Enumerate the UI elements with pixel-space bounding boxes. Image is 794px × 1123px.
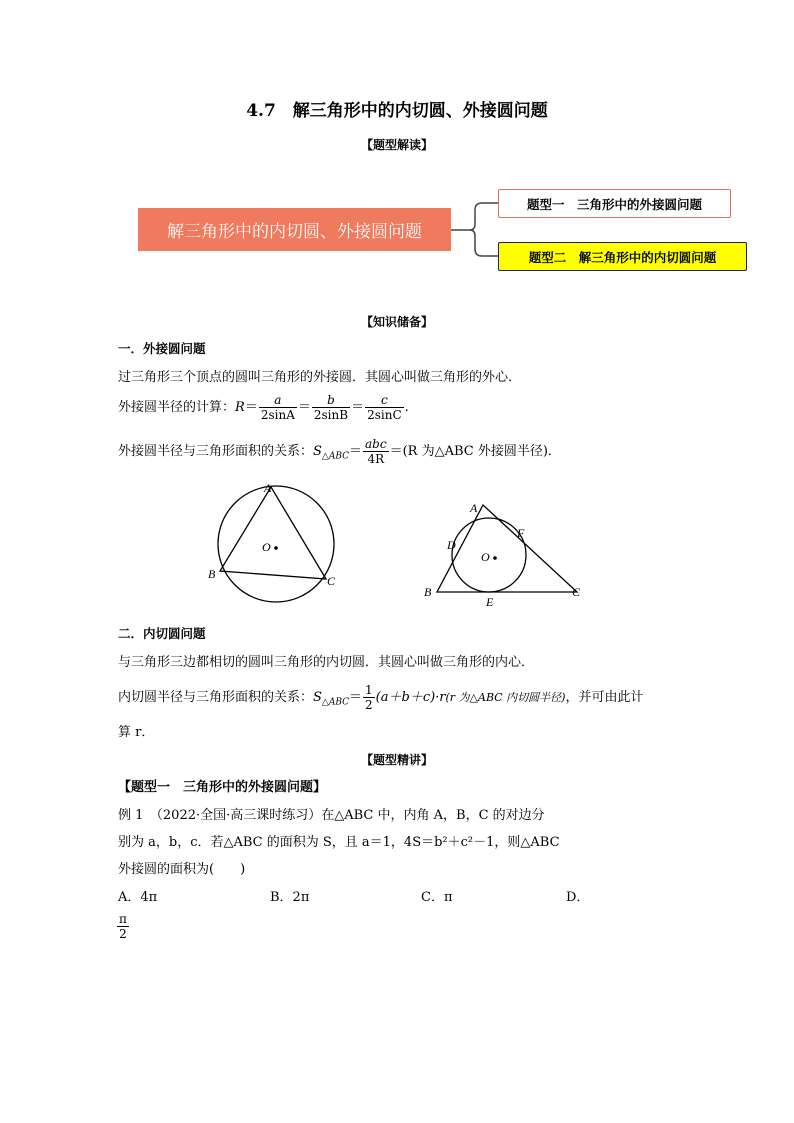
frac-num: b (312, 393, 350, 408)
S-symbol: S (313, 444, 322, 459)
inradius-relation (118, 683, 643, 712)
label-A: A (470, 501, 478, 515)
label-E: E (486, 595, 494, 609)
connector-branch1 (451, 203, 498, 230)
S-subscript: △ABC (321, 451, 350, 462)
mindmap-main-node: 解三角形中的内切圆、外接圆问题 (138, 208, 451, 251)
area-relation (118, 437, 561, 466)
frac-num: c (365, 393, 404, 408)
frac-den: 2 (119, 927, 127, 941)
triangle-ABC (220, 487, 326, 579)
label-A: A (264, 481, 272, 495)
fraction-abc-4R (363, 437, 389, 466)
figure-circumcircle (200, 478, 360, 618)
tag-interpret: 【题型解读】 (360, 138, 433, 152)
frac-den: 2sinC (367, 408, 402, 422)
label-O: O (481, 550, 490, 564)
mindmap-branch-2: 题型二 解三角形中的内切圆问题 (498, 242, 747, 271)
frac-den: 2 (365, 698, 373, 712)
label-O: O (262, 540, 271, 554)
label-B: B (208, 567, 216, 581)
mindmap-branch-1: 题型一 三角形中的外接圆问题 (498, 189, 731, 218)
figure-incircle (415, 495, 595, 610)
center-O-dot (493, 556, 497, 560)
area-note: ＝(R 为△ABC 外接圆半径)． (389, 444, 561, 459)
label-F: F (517, 526, 525, 540)
fraction-half (363, 683, 375, 712)
circumcircle (218, 486, 334, 602)
inradius-line2: 算 r． (118, 725, 155, 740)
relation-label: 内切圆半径与三角形面积的关系： (118, 690, 314, 705)
fraction-a (259, 393, 297, 422)
option-A: A．4π (118, 890, 158, 905)
frac-den: 4R (367, 452, 385, 466)
tag-knowledge: 【知识储备】 (360, 315, 433, 329)
S-subscript: △ABC (321, 697, 350, 708)
triangle-ABC (437, 505, 577, 592)
equals: ＝ (349, 444, 363, 459)
circumradius-formula (118, 393, 409, 422)
connector-branch2 (470, 230, 498, 256)
equals: ＝ (297, 400, 311, 415)
example-line-2: 别为 a，b，c．若△ABC 的面积为 S，且 a＝1，4S＝b²＋c²－1，则△ABC (118, 835, 560, 850)
frac-den: 2sinB (313, 408, 349, 422)
radius-note: (r 为△ABC 内切圆半径) (445, 691, 566, 704)
page-title: 4.7 解三角形中的内切圆、外接圆问题 (246, 101, 548, 121)
R-symbol: R (235, 400, 245, 415)
label-D: D (447, 538, 456, 552)
label-C: C (572, 585, 581, 599)
option-D: D． (566, 890, 590, 905)
example-line-1: 例 1 （2022·全国·高三课时练习）在△ABC 中，内角 A，B，C 的对边分 (118, 808, 545, 823)
frac-den: 2sinA (260, 408, 295, 422)
S-symbol: S (313, 690, 322, 705)
equals: ＝ (244, 400, 258, 415)
example-type-heading: 【题型一 三角形中的外接圆问题】 (118, 780, 327, 795)
option-B: B．2π (270, 890, 310, 905)
expression: (a＋b＋c)·r (375, 690, 446, 705)
circumcircle-definition: 过三角形三个顶点的圆叫三角形的外接圆．其圆心叫做三角形的外心． (118, 370, 522, 385)
option-C: C．π (421, 890, 453, 905)
equals: ＝ (351, 400, 365, 415)
equals: ＝ (349, 690, 363, 705)
section-incircle-heading: 二．内切圆问题 (118, 626, 206, 641)
fraction-c (365, 393, 404, 422)
option-D-fraction (116, 912, 130, 941)
frac-num: π (119, 912, 127, 926)
frac-num: abc (365, 437, 387, 451)
label-C: C (327, 574, 336, 588)
fraction-b (312, 393, 350, 422)
frac-num: a (259, 393, 297, 408)
section-circumcircle-heading: 一．外接圆问题 (118, 341, 206, 356)
frac-num: 1 (365, 683, 373, 697)
area-label: 外接圆半径与三角形面积的关系： (118, 444, 314, 459)
center-O-dot (274, 546, 278, 550)
example-line-3: 外接圆的面积为( ) (118, 862, 246, 877)
radius-label: 外接圆半径的计算： (118, 400, 236, 415)
tag-lecture: 【题型精讲】 (360, 753, 433, 767)
label-B: B (424, 585, 432, 599)
incircle-definition: 与三角形三边都相切的圆叫三角形的内切圆．其圆心叫做三角形的内心． (118, 655, 535, 670)
relation-tail: ，并可由此计 (565, 690, 644, 705)
period: . (404, 400, 409, 415)
